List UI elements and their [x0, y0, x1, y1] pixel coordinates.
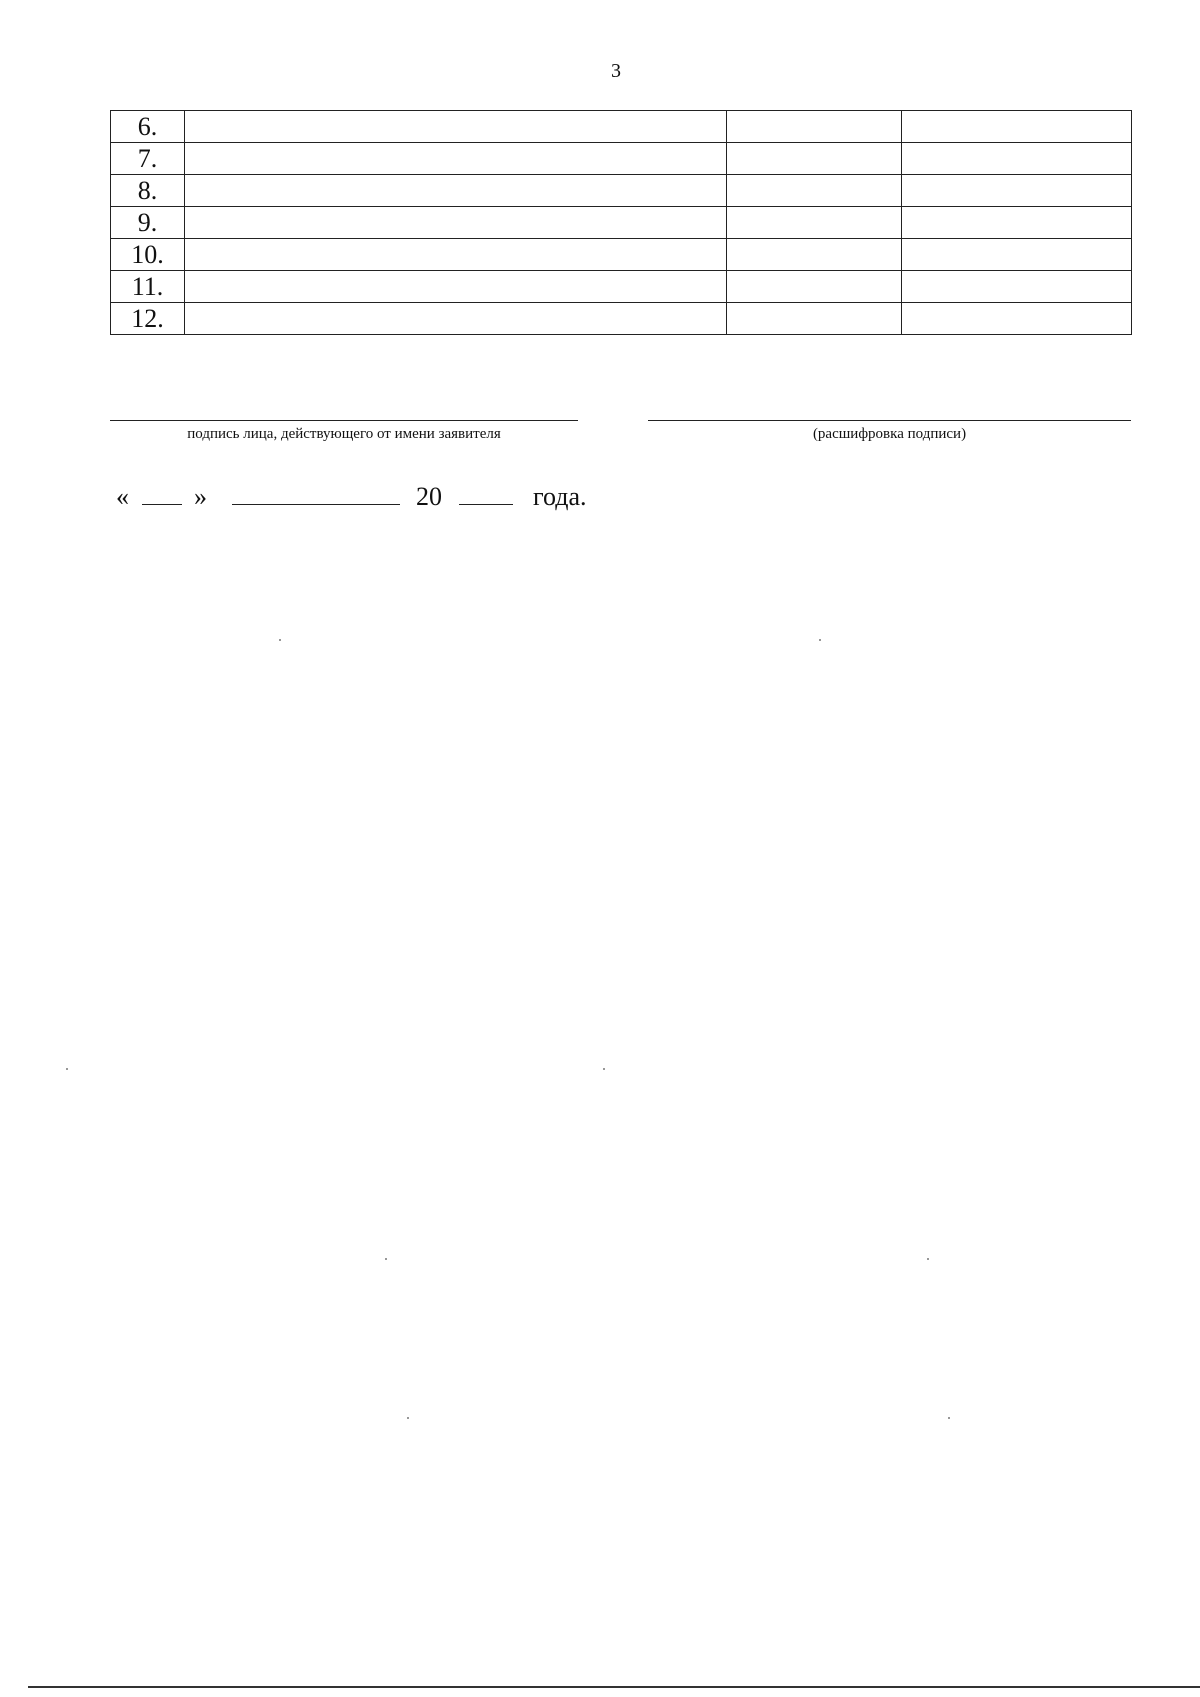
row-cell-3[interactable]: [727, 239, 902, 271]
row-name-cell[interactable]: [185, 175, 727, 207]
date-day-blank[interactable]: [142, 482, 182, 505]
scan-speck: [819, 639, 821, 641]
date-open-quote: «: [116, 482, 129, 511]
row-cell-4[interactable]: [902, 143, 1132, 175]
date-close-quote: »: [194, 482, 207, 511]
scan-speck: [927, 1258, 929, 1260]
date-century: 20: [416, 482, 442, 511]
signature-transcript-caption: (расшифровка подписи): [812, 426, 967, 442]
row-cell-4[interactable]: [902, 303, 1132, 335]
row-cell-4[interactable]: [902, 207, 1132, 239]
scan-speck: [385, 1258, 387, 1260]
entries-table: [110, 110, 1132, 335]
date-line: [116, 482, 587, 512]
row-number: 8.: [111, 175, 185, 207]
date-month-blank[interactable]: [232, 482, 400, 505]
row-number: 10.: [111, 239, 185, 271]
row-cell-3[interactable]: [727, 207, 902, 239]
row-cell-3[interactable]: [727, 271, 902, 303]
row-name-cell[interactable]: [185, 207, 727, 239]
scan-speck: [66, 1068, 68, 1070]
row-cell-3[interactable]: [727, 175, 902, 207]
scan-speck: [948, 1417, 950, 1419]
row-cell-3[interactable]: [727, 143, 902, 175]
signature-line[interactable]: [110, 420, 578, 421]
date-suffix: года.: [533, 482, 587, 511]
signature-transcript-line[interactable]: [648, 420, 1131, 421]
row-cell-4[interactable]: [902, 175, 1132, 207]
row-number: 12.: [111, 303, 185, 335]
scan-bottom-edge: [28, 1686, 1200, 1688]
scan-speck: [407, 1417, 409, 1419]
row-cell-4[interactable]: [902, 271, 1132, 303]
table-row: [111, 303, 1132, 335]
table-row: [111, 271, 1132, 303]
row-cell-3[interactable]: [727, 111, 902, 143]
table-row: [111, 111, 1132, 143]
row-number: 7.: [111, 143, 185, 175]
row-name-cell[interactable]: [185, 239, 727, 271]
table-row: [111, 175, 1132, 207]
row-number: 6.: [111, 111, 185, 143]
row-name-cell[interactable]: [185, 143, 727, 175]
row-cell-4[interactable]: [902, 239, 1132, 271]
row-name-cell[interactable]: [185, 271, 727, 303]
date-year-blank[interactable]: [459, 482, 513, 505]
row-cell-4[interactable]: [902, 111, 1132, 143]
signature-caption: подпись лица, действующего от имени заявителя: [187, 426, 501, 442]
row-number: 9.: [111, 207, 185, 239]
scan-speck: [279, 639, 281, 641]
table-row: [111, 207, 1132, 239]
row-name-cell[interactable]: [185, 303, 727, 335]
scan-speck: [603, 1068, 605, 1070]
page-number: 3: [611, 60, 621, 82]
row-name-cell[interactable]: [185, 111, 727, 143]
table-row: [111, 143, 1132, 175]
row-number: 11.: [111, 271, 185, 303]
table-row: [111, 239, 1132, 271]
row-cell-3[interactable]: [727, 303, 902, 335]
